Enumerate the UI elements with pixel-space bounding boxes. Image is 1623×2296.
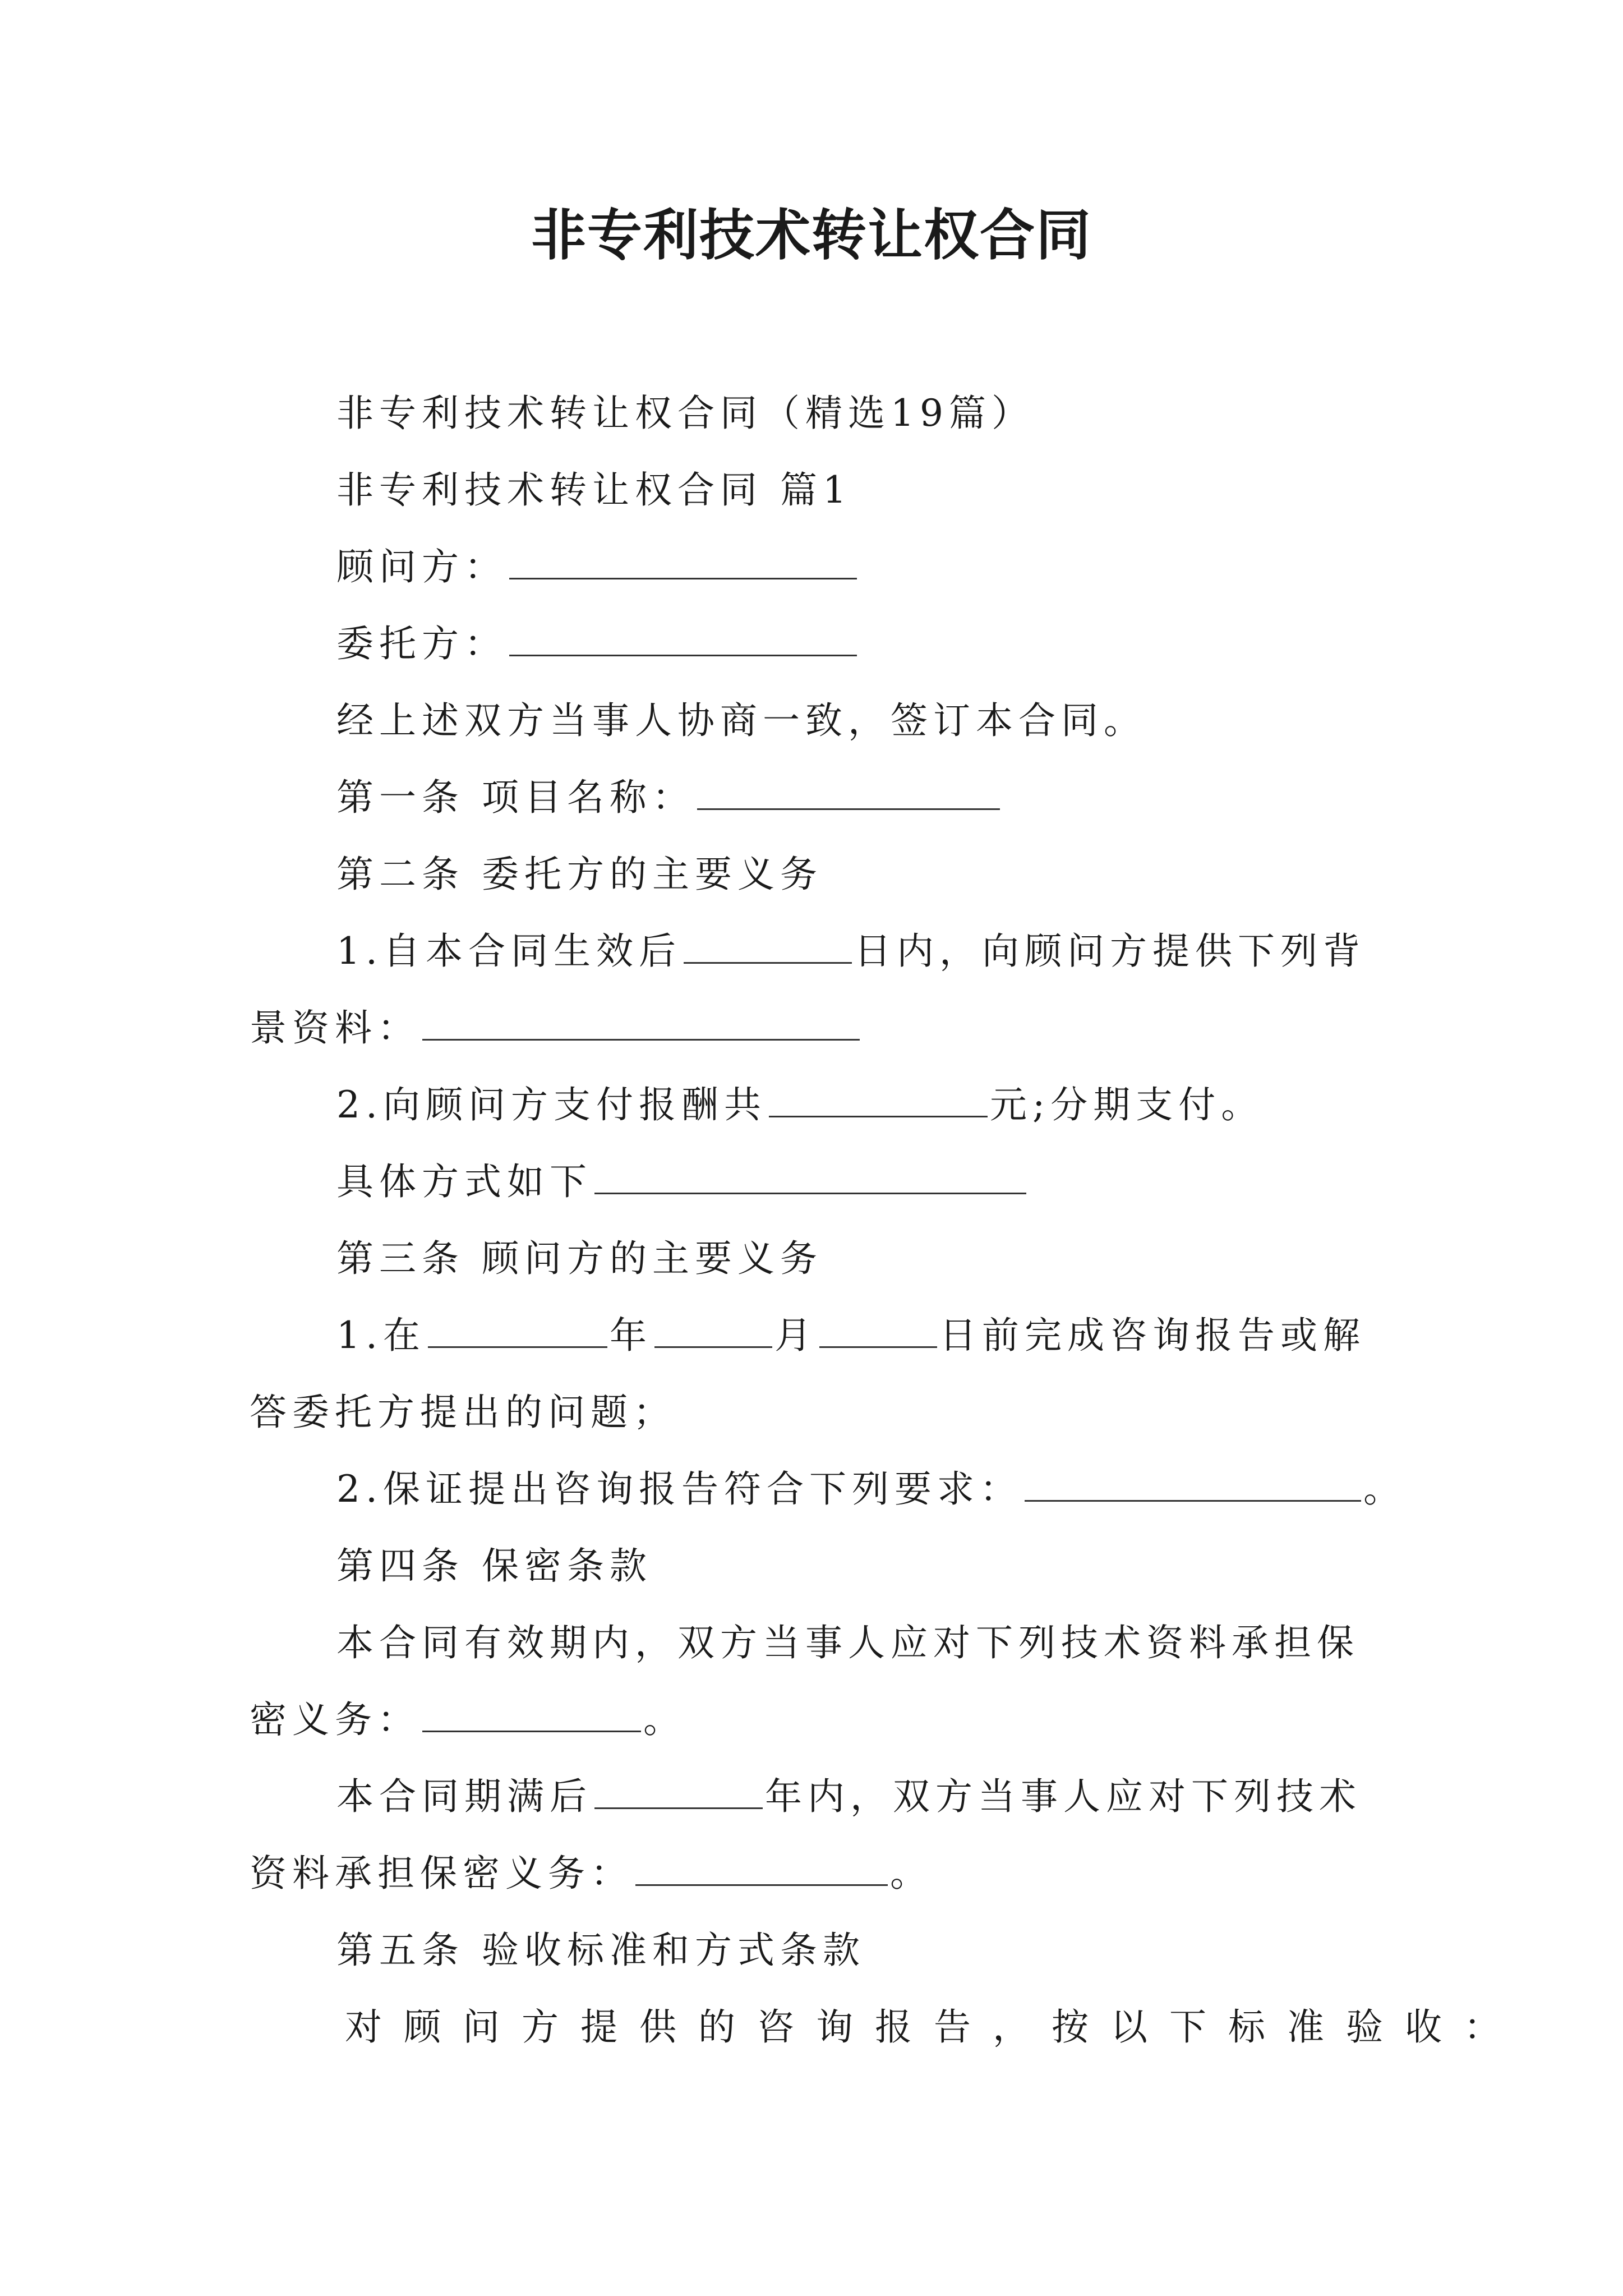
- blank-day: [819, 1314, 937, 1348]
- paragraph-section-heading: [250, 452, 1377, 528]
- text-consultant-duty-1a: 1.在: [336, 1314, 426, 1357]
- text-client-duty-1a: 1.自本合同生效后: [336, 930, 681, 973]
- text-client-duty-2b: 元;分期支付。: [989, 1083, 1264, 1126]
- document-body: [250, 375, 1523, 2065]
- label-client: 委托方：: [336, 622, 507, 665]
- blank-payment-method: [594, 1160, 1026, 1194]
- paragraph-article-2: [250, 836, 1377, 913]
- label-consultant: 顾问方：: [336, 545, 507, 588]
- blank-background-materials: [422, 1006, 860, 1041]
- text-period: 。: [643, 1698, 686, 1741]
- paragraph-acceptance: [250, 1989, 1523, 2065]
- text-confidentiality-1: 本合同有效期内，双方当事人应对下列技术资料承担保密义务：: [250, 1621, 1359, 1741]
- blank-year: [428, 1314, 607, 1348]
- text-article-1: 第一条 项目名称：: [336, 776, 695, 819]
- paragraph-agreement: [250, 682, 1377, 759]
- blank-requirements: [1025, 1467, 1361, 1502]
- text-article-5: 第五条 验收标准和方式条款: [336, 1929, 865, 1972]
- paragraph-payment-method: [250, 1143, 1377, 1220]
- text-acceptance: 对顾问方提供的咨询报告，按以下标准验收：: [345, 2005, 1523, 2049]
- text-agreement: 经上述双方当事人协商一致，签订本合同。: [336, 699, 1146, 742]
- text-article-4: 第四条 保密条款: [336, 1544, 652, 1588]
- text-subtitle: 非专利技术转让权合同（精选19篇）: [336, 392, 1034, 435]
- text-article-2: 第二条 委托方的主要义务: [336, 853, 823, 896]
- blank-month: [654, 1314, 772, 1348]
- paragraph-article-5: [250, 1912, 1377, 1989]
- paragraph-client-duty-2: [250, 1066, 1377, 1143]
- text-article-3: 第三条 顾问方的主要义务: [336, 1237, 823, 1280]
- text-period: 。: [890, 1852, 933, 1895]
- blank-years: [594, 1775, 763, 1809]
- paragraph-consultant: [250, 528, 1377, 605]
- text-month: 月: [774, 1314, 817, 1357]
- paragraph-article-4: [250, 1527, 1377, 1604]
- paragraph-consultant-duty-1: [250, 1297, 1377, 1451]
- blank-payment: [769, 1083, 988, 1117]
- text-section-heading: 非专利技术转让权合同 篇1: [336, 468, 852, 512]
- blank-consultant: [509, 545, 857, 579]
- document-title: 非专利技术转让权合同: [531, 204, 1092, 268]
- paragraph-confidentiality-2: [250, 1758, 1377, 1912]
- blank-confidential-materials-1: [422, 1698, 641, 1732]
- text-consultant-duty-1b: 日前完成咨询报告或解答委托方提出的问题；: [250, 1314, 1366, 1434]
- paragraph-confidentiality-1: [250, 1604, 1377, 1758]
- paragraph-article-1: [250, 759, 1377, 836]
- text-client-duty-1b: 日内，向顾问方提供下列背景资料：: [250, 930, 1366, 1050]
- paragraph-subtitle: [250, 375, 1377, 452]
- blank-confidential-materials-2: [635, 1852, 888, 1886]
- blank-days: [684, 930, 852, 964]
- text-confidentiality-2b: 年内，双方当事人应对下列技术资料承担保密义务：: [250, 1775, 1362, 1895]
- blank-client: [509, 622, 857, 656]
- text-confidentiality-2a: 本合同期满后: [336, 1775, 592, 1818]
- paragraph-consultant-duty-2: [250, 1451, 1406, 1527]
- text-client-duty-2a: 2.向顾问方支付报酬共: [336, 1083, 767, 1126]
- text-period: 。: [1363, 1467, 1406, 1511]
- paragraph-client: [250, 605, 1377, 682]
- text-payment-method: 具体方式如下: [336, 1160, 592, 1203]
- text-year: 年: [609, 1314, 652, 1357]
- paragraph-article-3: [250, 1220, 1377, 1297]
- text-consultant-duty-2: 2.保证提出咨询报告符合下列要求：: [336, 1467, 1022, 1511]
- blank-project-name: [697, 776, 1000, 810]
- paragraph-client-duty-1: [250, 913, 1377, 1066]
